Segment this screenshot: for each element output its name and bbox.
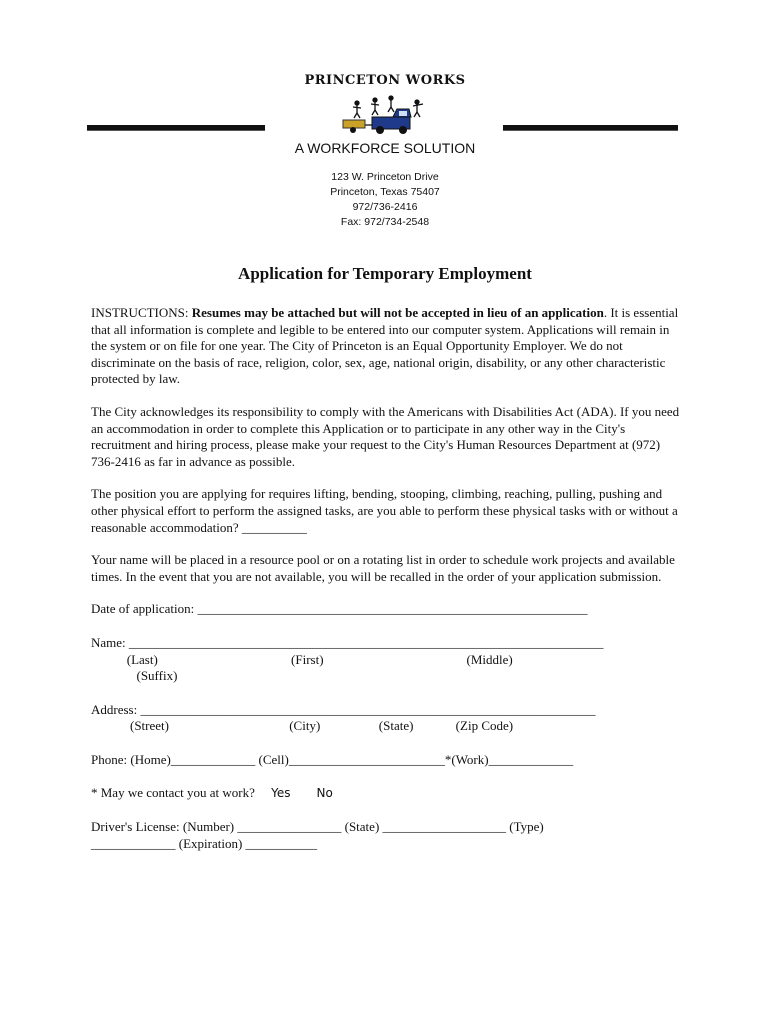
ada-paragraph: The City acknowledges its responsibility to comply with the Americans with Disabilities Act (ADA). If you need an accommodation in order to complete this Application or to participate in any other way in the City's recruitment and hiring process, please make your request to the City's Human Resources Department at (972) 736-2416 as far in advance as possible. bbox=[91, 403, 680, 469]
physical-tasks-paragraph[interactable]: The position you are applying for requires lifting, bending, stooping, climbing, reaching, pulling, pushing and other physical effort to perform the assigned tasks, are you able to perform these physical tasks with or without a reasonable accommodation? __________ bbox=[91, 486, 678, 535]
name-field-sublabels: (Last) (First) (Middle) bbox=[91, 651, 513, 667]
street-address: 123 W. Princeton Drive bbox=[331, 171, 439, 183]
header-rule-left bbox=[87, 125, 265, 131]
name-suffix-sublabel: (Suffix) bbox=[91, 668, 178, 684]
org-name: PRINCETON WORKS bbox=[304, 73, 466, 88]
license-expiration-field[interactable]: _____________ (Expiration) ___________ bbox=[91, 835, 318, 851]
address-field-sublabels: (Street) (City) (State) (Zip Code) bbox=[91, 718, 514, 734]
contact-block bbox=[0, 170, 770, 230]
drivers-license-field[interactable]: Driver's License: (Number) ________________ (State) ___________________ (Type) bbox=[91, 819, 544, 835]
tagline: A WORKFORCE SOLUTION bbox=[294, 140, 476, 156]
letterhead bbox=[0, 0, 770, 240]
truck-logo-icon bbox=[335, 95, 435, 140]
contact-question-label: * May we contact you at work? bbox=[91, 785, 255, 801]
instructions-bold: Resumes may be attached but will not be accepted in lieu of an application bbox=[191, 305, 604, 320]
instructions-rest: . It is essential that all information is complete and legible to be entered into our computer system. Applications will remain in the system or on file for one year. The City of Princeton is an Equal Opportunity Employer. We do not discriminate on the basis of race, religion, color, sex, age, national origin, disability, or any other characteristic protected by law. bbox=[91, 305, 679, 387]
contact-no-option[interactable]: No bbox=[316, 786, 333, 801]
city-state-zip: Princeton, Texas 75407 bbox=[330, 186, 440, 198]
contact-at-work-question bbox=[91, 785, 681, 802]
date-of-application-field[interactable]: Date of application: ____________________________________________________________ bbox=[91, 601, 588, 617]
contact-yes-option[interactable]: Yes bbox=[271, 786, 291, 801]
fax-number: Fax: 972/734-2548 bbox=[340, 216, 430, 228]
phone-field[interactable]: Phone: (Home)_____________ (Cell)________________________*(Work)_____________ bbox=[91, 751, 574, 767]
name-field[interactable]: Name: _________________________________________________________________________ bbox=[91, 634, 604, 650]
application-body bbox=[91, 305, 681, 852]
address-field[interactable]: Address: ______________________________________________________________________ bbox=[91, 701, 596, 717]
phone-number: 972/736-2416 bbox=[352, 201, 418, 213]
header-rule-right bbox=[503, 125, 678, 131]
instructions-paragraph bbox=[91, 305, 681, 388]
instructions-lead: INSTRUCTIONS: bbox=[91, 305, 192, 320]
resource-pool-paragraph: Your name will be placed in a resource pool or on a rotating list in order to schedule work projects and available times. In the event that you are not available, you will be recalled in the order of your application submission. bbox=[91, 552, 675, 584]
page-title: Application for Temporary Employment bbox=[238, 264, 532, 283]
